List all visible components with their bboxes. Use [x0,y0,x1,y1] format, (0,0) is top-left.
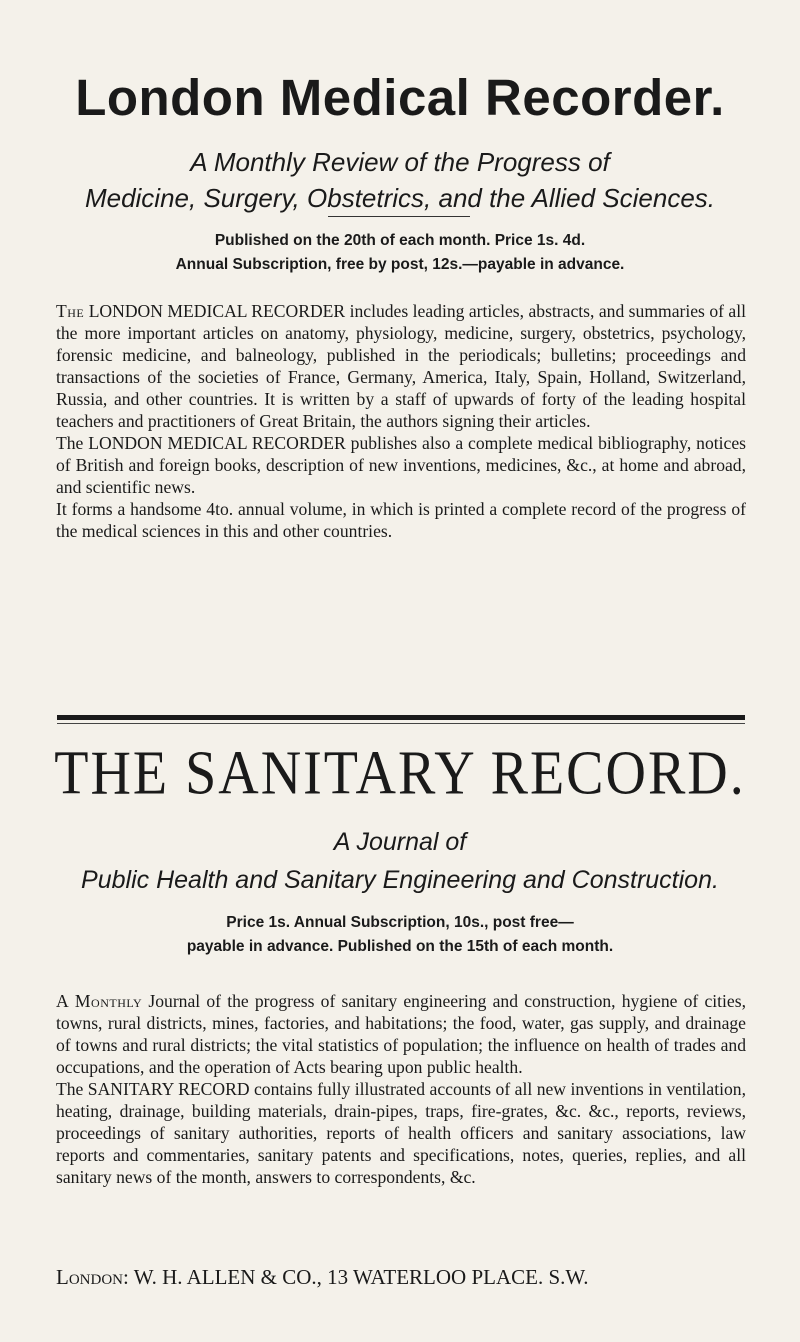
recorder-title: London Medical Recorder. [75,69,725,126]
recorder-description [56,300,746,542]
sanitary-description [56,990,746,1188]
sanitary-subtitle [0,823,800,899]
publisher-imprint [56,1264,746,1290]
sanitary-title: THE SANITARY RECORD. [54,738,746,809]
section-divider-hairline [57,723,745,724]
recorder-paragraph-1 [56,300,746,432]
recorder-info-line1: Published on the 20th of each month. Price 1s. 4d. [214,232,586,249]
recorder-paragraph-2: The LONDON MEDICAL RECORDER publishes also a complete medical bibliography, notices of British and foreign books, description of new inventions, medicines, &c., at home and abroad, and scientific news. [56,433,746,497]
sanitary-info-line1: Price 1s. Annual Subscription, 10s., post free— [226,914,574,931]
recorder-subtitle-line2: Medicine, Surgery, Obstetrics, and the Allied Sciences. [84,183,716,213]
recorder-subtitle-line1: A Monthly Review of the Progress of [190,147,610,177]
sanitary-paragraph-1-text: Journal of the progress of sanitary engineering and construction, hygiene of cities, towns, rural districts, mines, factories, and habitations; the food, water, gas supply, and drainage of towns and rural districts; the vital statistics of population; the influence on health of trades and occupations, and the operation of Acts bearing upon public health. [56,991,746,1077]
sanitary-paragraph-1 [56,990,746,1078]
sanitary-subtitle-line2: Public Health and Sanitary Engineering and Construction. [81,866,719,894]
recorder-info-line2: Annual Subscription, free by post, 12s.—payable in advance. [175,256,625,273]
recorder-paragraph-1-lead: The [56,301,85,321]
recorder-paragraph-3: It forms a handsome 4to. annual volume, in which is printed a complete record of the progress of the medical sciences in this and other countries. [56,499,746,541]
recorder-divider [328,216,470,217]
recorder-publication-info [0,229,800,277]
sanitary-subtitle-line1: A Journal of [333,828,467,856]
sanitary-paragraph-2: The SANITARY RECORD contains fully illustrated accounts of all new inventions in ventilation, heating, drainage, building materials, drain-pipes, traps, fire-grates, &c. &c., reports, reviews, proceedings of sanitary authorities, reports of health officers and sanitary associations, law reports and commentaries, sanitary patents and specifications, notes, queries, replies, and all sanitary news of the month, answers to correspondents, &c. [56,1079,746,1187]
imprint-place: London [56,1265,123,1289]
recorder-paragraph-1-text: LONDON MEDICAL RECORDER includes leading articles, abstracts, and summaries of all the more important articles on anatomy, physiology, medicine, surgery, obstetrics, psychology, forensic medicine, and balneology, published in the periodicals; bulletins; proceedings and transactions of the societies of France, Germany, America, Italy, Spain, Holland, Switzerland, Russia, and other countries. It is written by a staff of upwards of forty of the leading hospital teachers and practitioners of Great Britain, the authors signing their articles. [56,301,746,431]
recorder-subtitle [0,144,800,216]
section-divider [57,715,745,720]
sanitary-publication-info [0,911,800,959]
sanitary-paragraph-1-lead: A Monthly [56,991,143,1011]
sanitary-info-line2: payable in advance. Published on the 15th of each month. [186,938,614,955]
imprint-publisher: : W. H. ALLEN & CO., 13 WATERLOO PLACE. S.W. [123,1265,589,1289]
